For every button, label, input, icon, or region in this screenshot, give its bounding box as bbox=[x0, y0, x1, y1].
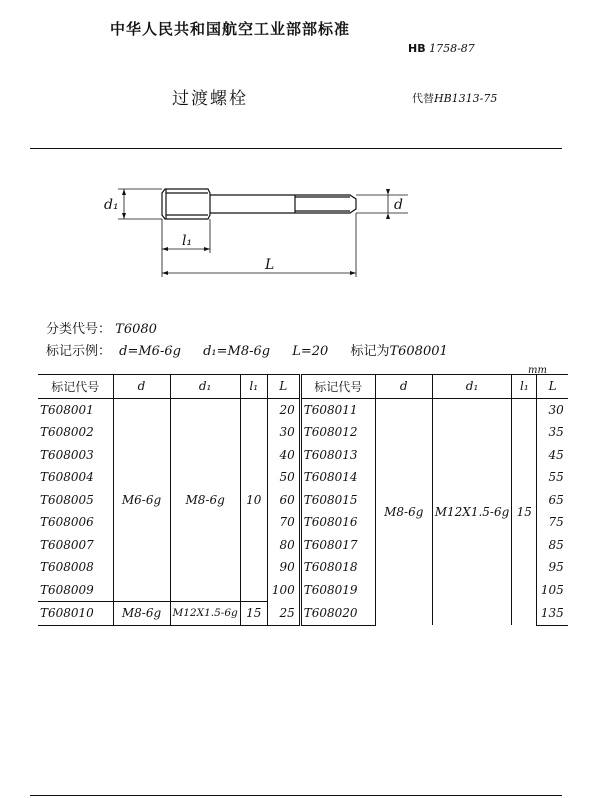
header-d1: d₁ bbox=[170, 375, 240, 399]
example-d: d=M6-6g bbox=[119, 344, 181, 359]
standard-number bbox=[408, 42, 475, 55]
replaces-label: 代替 bbox=[412, 92, 434, 105]
organization-heading: 中华人民共和国航空工业部部标准 bbox=[110, 20, 351, 38]
code-cell: T608004 bbox=[40, 470, 94, 485]
code-cell: T608009 bbox=[40, 582, 94, 597]
length-cell: 30 bbox=[537, 398, 568, 421]
header-L: L bbox=[537, 375, 568, 399]
header-L: L bbox=[267, 375, 300, 399]
header-d1: d₁ bbox=[432, 375, 512, 399]
code-cell: T608007 bbox=[40, 537, 94, 552]
header-l1: l₁ bbox=[512, 375, 537, 399]
arrow bbox=[162, 247, 168, 251]
length-cell: 35 bbox=[537, 421, 568, 444]
bolt-drawing bbox=[90, 175, 403, 285]
code-cell: T608019 bbox=[300, 579, 375, 602]
l1-cell: 10 bbox=[240, 398, 267, 602]
arrow bbox=[350, 271, 356, 275]
length-cell: 30 bbox=[267, 421, 300, 444]
code-cell: T608005 bbox=[40, 492, 94, 507]
length-cell: 55 bbox=[537, 466, 568, 489]
code-cell: T608018 bbox=[300, 556, 375, 579]
code-cell: T608017 bbox=[300, 534, 375, 557]
code-cell: T608016 bbox=[300, 511, 375, 534]
header-d: d bbox=[113, 375, 170, 399]
length-cell: 85 bbox=[537, 534, 568, 557]
top-rule bbox=[30, 148, 562, 149]
standard-prefix: HB bbox=[408, 42, 426, 55]
length-cell: 75 bbox=[537, 511, 568, 534]
spec-table bbox=[38, 374, 568, 626]
replaces-number: HB1313-75 bbox=[434, 92, 498, 105]
length-cell: 100 bbox=[267, 579, 300, 602]
marking-example-line bbox=[46, 340, 448, 359]
d1-cell: M12X1.5-6g bbox=[432, 398, 512, 625]
length-cell: 135 bbox=[537, 602, 568, 626]
label-d1: d₁ bbox=[104, 197, 119, 213]
length-cell: 90 bbox=[267, 556, 300, 579]
arrow bbox=[162, 271, 168, 275]
d-cell: M6-6g bbox=[113, 398, 170, 602]
classification-code: T6080 bbox=[115, 322, 157, 337]
label-L: L bbox=[265, 257, 275, 273]
length-cell: 60 bbox=[267, 489, 300, 512]
arrow bbox=[386, 213, 390, 219]
classification-line bbox=[46, 318, 157, 337]
code-cell: T608015 bbox=[300, 489, 375, 512]
length-cell: 70 bbox=[267, 511, 300, 534]
code-cell: T608011 bbox=[300, 398, 375, 421]
header-d: d bbox=[375, 375, 432, 399]
example-d1: d₁=M8-6g bbox=[203, 344, 271, 359]
standard-code: 1758-87 bbox=[429, 42, 475, 55]
length-cell: 105 bbox=[537, 579, 568, 602]
code-cell: T608002 bbox=[40, 425, 94, 440]
arrow bbox=[204, 247, 210, 251]
example-label: 标记示例： bbox=[46, 344, 112, 359]
header-code: 标记代号 bbox=[38, 375, 113, 399]
example-mark-label: 标记为 bbox=[350, 344, 390, 359]
length-cell: 80 bbox=[267, 534, 300, 557]
example-mark-code: T608001 bbox=[389, 344, 448, 359]
bolt-shank bbox=[210, 195, 356, 213]
arrow bbox=[122, 189, 126, 195]
code-cell: T608010 bbox=[38, 602, 113, 626]
length-cell: 50 bbox=[267, 466, 300, 489]
code-cell: T608013 bbox=[300, 444, 375, 467]
document-title: 过渡螺栓 bbox=[172, 89, 248, 109]
arrow bbox=[386, 189, 390, 195]
l1-cell: 15 bbox=[512, 398, 537, 625]
table-row bbox=[38, 398, 568, 421]
code-cell: T608014 bbox=[300, 466, 375, 489]
length-cell: 95 bbox=[537, 556, 568, 579]
example-L: L=20 bbox=[292, 344, 329, 359]
l1-cell: 15 bbox=[240, 602, 267, 626]
d1-cell: M8-6g bbox=[170, 398, 240, 602]
classification-label: 分类代号： bbox=[46, 322, 112, 337]
length-cell: 65 bbox=[537, 489, 568, 512]
code-cell: T608012 bbox=[300, 421, 375, 444]
code-cell: T608020 bbox=[300, 602, 375, 626]
length-cell: 25 bbox=[267, 602, 300, 626]
length-cell: 40 bbox=[267, 444, 300, 467]
code-cell: T608003 bbox=[40, 447, 94, 462]
unit-label: mm bbox=[528, 365, 547, 376]
code-cell: T608008 bbox=[40, 560, 94, 575]
label-d: d bbox=[394, 197, 403, 213]
header-code: 标记代号 bbox=[300, 375, 375, 399]
arrow bbox=[122, 213, 126, 219]
header-l1: l₁ bbox=[240, 375, 267, 399]
code-cell: T608001 bbox=[40, 402, 94, 417]
bottom-rule bbox=[30, 795, 562, 796]
length-cell: 20 bbox=[267, 398, 300, 421]
d-cell: M8-6g bbox=[375, 398, 432, 625]
label-l1: l₁ bbox=[182, 233, 193, 249]
replaces-note bbox=[412, 90, 497, 106]
table-header-row bbox=[38, 375, 568, 399]
d-cell: M8-6g bbox=[113, 602, 170, 626]
length-cell: 45 bbox=[537, 444, 568, 467]
code-cell: T608006 bbox=[40, 515, 94, 530]
d1-cell: M12X1.5-6g bbox=[170, 602, 240, 626]
